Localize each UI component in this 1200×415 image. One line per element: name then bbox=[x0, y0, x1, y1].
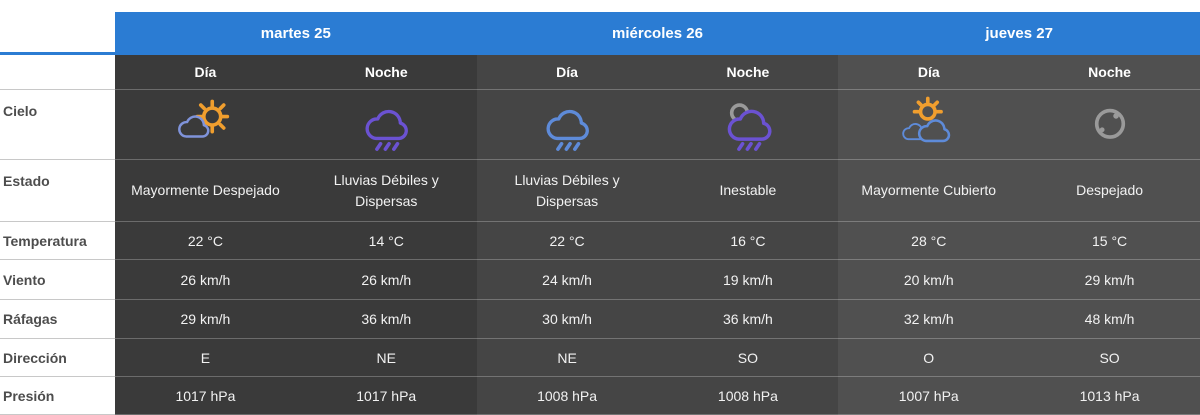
row-label-presion: Presión bbox=[0, 377, 115, 415]
presion-value: 1013 hPa bbox=[1019, 377, 1200, 415]
moon-rain-cloud-icon bbox=[719, 96, 777, 154]
temperatura-value: 22 °C bbox=[115, 222, 296, 260]
rafagas-value: 48 km/h bbox=[1019, 300, 1200, 339]
presion-value: 1008 hPa bbox=[657, 377, 838, 415]
sky-cell bbox=[296, 90, 477, 160]
estado-value: Mayormente Despejado bbox=[115, 160, 296, 222]
rafagas-value: 32 km/h bbox=[838, 300, 1019, 339]
table-corner bbox=[0, 12, 115, 55]
row-label-viento: Viento bbox=[0, 260, 115, 300]
direccion-value: NE bbox=[296, 339, 477, 377]
rafagas-value: 36 km/h bbox=[296, 300, 477, 339]
presion-value: 1008 hPa bbox=[477, 377, 658, 415]
row-label-estado: Estado bbox=[0, 160, 115, 222]
period-header: Día bbox=[115, 55, 296, 90]
temperatura-value: 14 °C bbox=[296, 222, 477, 260]
day-header-miercoles-26[interactable]: miércoles 26 bbox=[477, 12, 839, 55]
row-label-cielo: Cielo bbox=[0, 90, 115, 160]
viento-value: 29 km/h bbox=[1019, 260, 1200, 300]
temperatura-value: 16 °C bbox=[657, 222, 838, 260]
rafagas-value: 29 km/h bbox=[115, 300, 296, 339]
sky-cell bbox=[477, 90, 658, 160]
sky-cell bbox=[657, 90, 838, 160]
estado-value: Lluvias Débiles y Dispersas bbox=[296, 160, 477, 222]
row-label-rafagas: Ráfagas bbox=[0, 300, 115, 339]
sky-cell bbox=[838, 90, 1019, 160]
sun-behind-cloud-icon bbox=[176, 96, 234, 154]
viento-value: 20 km/h bbox=[838, 260, 1019, 300]
presion-value: 1017 hPa bbox=[296, 377, 477, 415]
period-header: Noche bbox=[1019, 55, 1200, 90]
viento-value: 24 km/h bbox=[477, 260, 658, 300]
rain-cloud-icon bbox=[538, 96, 596, 154]
row-label-direccion: Dirección bbox=[0, 339, 115, 377]
viento-value: 26 km/h bbox=[296, 260, 477, 300]
rafagas-value: 36 km/h bbox=[657, 300, 838, 339]
moon-icon bbox=[1081, 96, 1139, 154]
temperatura-value: 22 °C bbox=[477, 222, 658, 260]
forecast-table bbox=[0, 12, 1200, 415]
day-header-jueves-27[interactable]: jueves 27 bbox=[838, 12, 1200, 55]
subheader-spacer bbox=[0, 55, 115, 90]
period-header: Noche bbox=[296, 55, 477, 90]
estado-value: Inestable bbox=[657, 160, 838, 222]
viento-value: 19 km/h bbox=[657, 260, 838, 300]
estado-value: Mayormente Cubierto bbox=[838, 160, 1019, 222]
estado-value: Lluvias Débiles y Dispersas bbox=[477, 160, 658, 222]
temperatura-value: 15 °C bbox=[1019, 222, 1200, 260]
rain-cloud-night-icon bbox=[357, 96, 415, 154]
sky-cell bbox=[115, 90, 296, 160]
rafagas-value: 30 km/h bbox=[477, 300, 658, 339]
day-header-martes-25[interactable]: martes 25 bbox=[115, 12, 477, 55]
period-header: Día bbox=[838, 55, 1019, 90]
direccion-value: SO bbox=[657, 339, 838, 377]
temperatura-value: 28 °C bbox=[838, 222, 1019, 260]
period-header: Día bbox=[477, 55, 658, 90]
presion-value: 1007 hPa bbox=[838, 377, 1019, 415]
direccion-value: O bbox=[838, 339, 1019, 377]
sky-cell bbox=[1019, 90, 1200, 160]
estado-value: Despejado bbox=[1019, 160, 1200, 222]
direccion-value: SO bbox=[1019, 339, 1200, 377]
row-label-temperatura: Temperatura bbox=[0, 222, 115, 260]
sun-behind-clouds-icon bbox=[900, 96, 958, 154]
direccion-value: E bbox=[115, 339, 296, 377]
viento-value: 26 km/h bbox=[115, 260, 296, 300]
period-header: Noche bbox=[657, 55, 838, 90]
presion-value: 1017 hPa bbox=[115, 377, 296, 415]
direccion-value: NE bbox=[477, 339, 658, 377]
